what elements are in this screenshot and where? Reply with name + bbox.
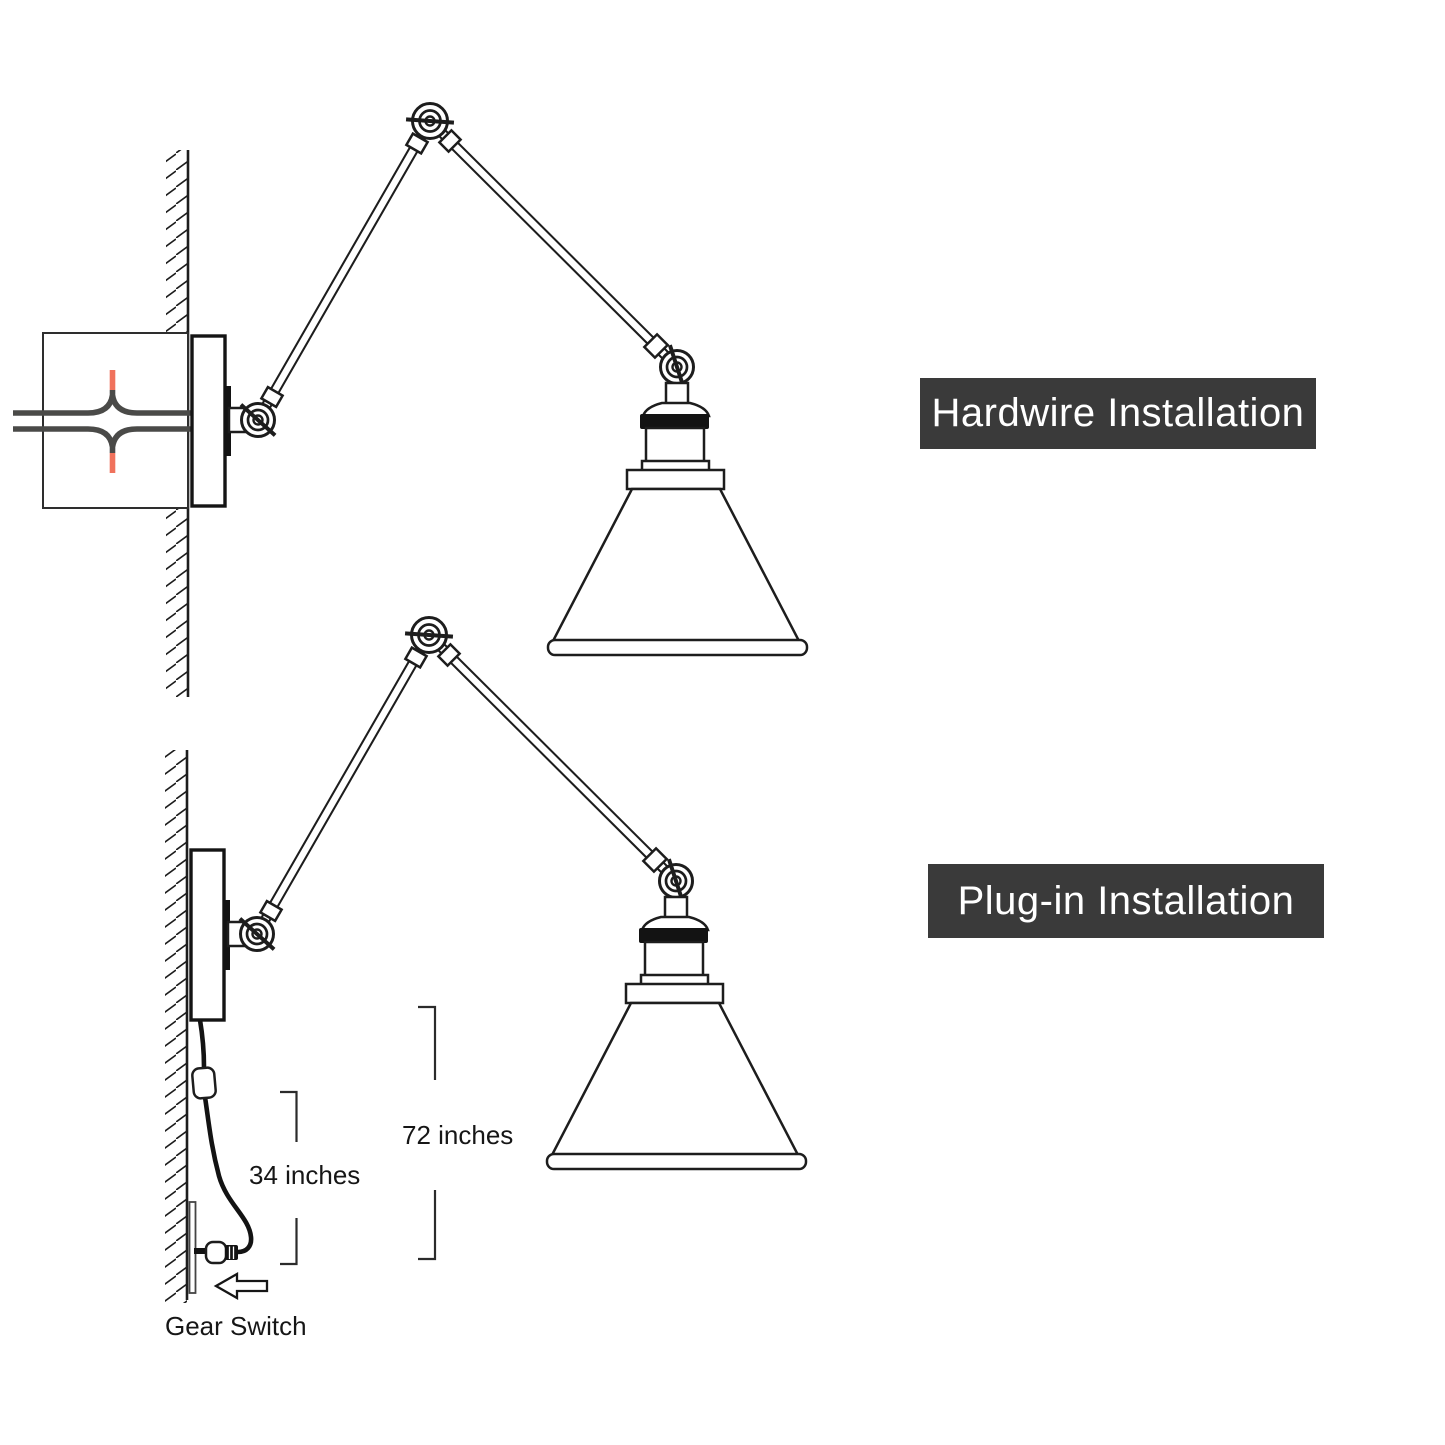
plugin-lamp [191,618,806,1170]
cord-switch [192,1067,217,1099]
plug-body [206,1242,226,1263]
junction-box [43,333,188,508]
power-plug [194,1242,238,1263]
switch-distance-label: 34 inches [249,1160,361,1190]
hardwire-installation-badge: Hardwire Installation [920,378,1316,449]
plug-grip [225,1245,238,1260]
hardwire-lamp [192,104,807,656]
cord-length-label: 72 inches [402,1120,514,1150]
gear-switch-label: Gear Switch [165,1311,307,1341]
power-cord [192,1020,251,1252]
plugin-installation-badge: Plug-in Installation [928,864,1324,938]
left-arrow-icon [216,1274,267,1298]
wall-outlet-plate [190,1202,196,1293]
plugin-wall [165,750,187,1303]
